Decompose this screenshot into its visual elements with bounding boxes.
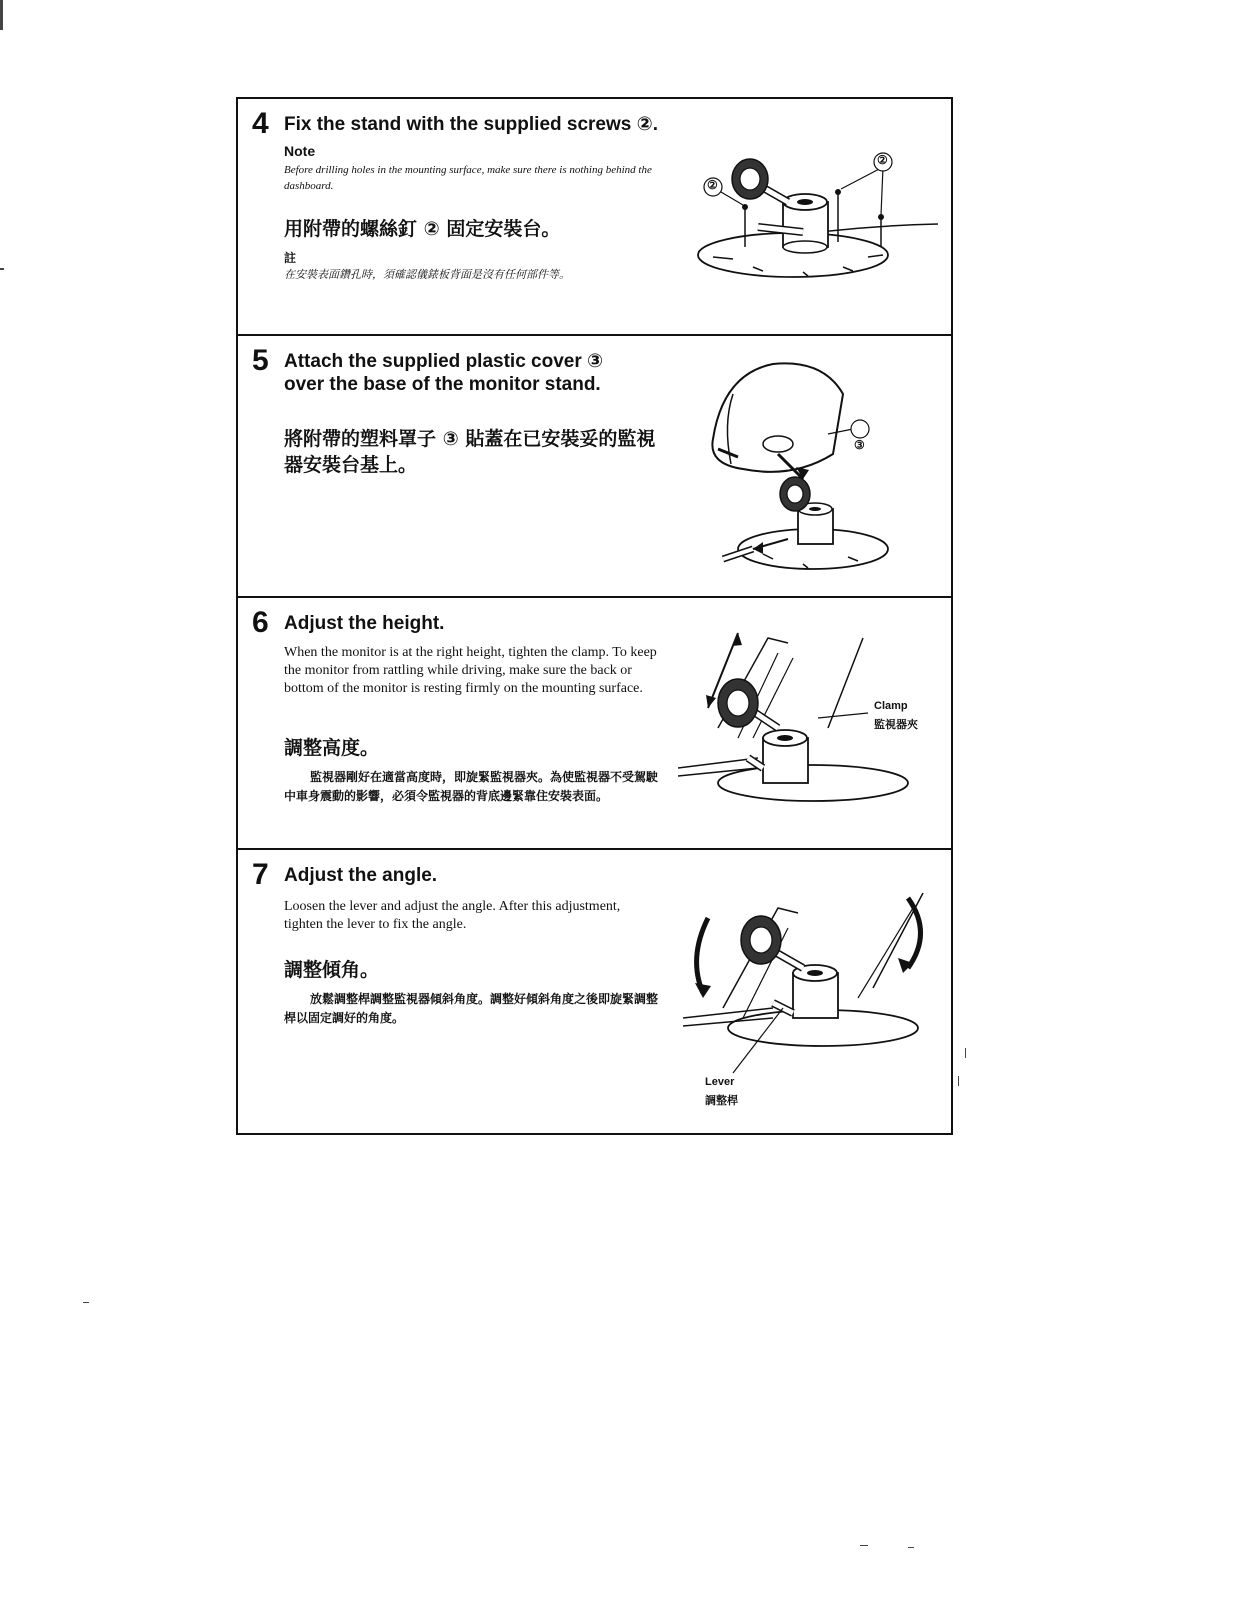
- angle-adjust-figure: [683, 878, 948, 1113]
- step-7: [238, 850, 951, 1133]
- step-6: [238, 598, 951, 850]
- step-body: When the monitor is at the right height, tighten the clamp. To keep the monitor from rattling while driving, make sure the back or bottom of the monitor is resting firmly on the mounting surface.: [284, 645, 657, 696]
- step-title: Adjust the angle.: [284, 865, 438, 886]
- step-number: 7: [252, 858, 269, 891]
- scan-speck: [0, 268, 4, 270]
- scan-speck: [958, 1076, 959, 1086]
- zh-title: 用附帶的螺絲釘 ② 固定安裝台。: [284, 218, 561, 240]
- step-body: Loosen the lever and adjust the angle. After this adjustment, tighten the lever to fix the angle.: [284, 899, 621, 932]
- plastic-cover-figure: [693, 354, 943, 589]
- step-title-line1: Attach the supplied plastic cover ③: [284, 351, 604, 372]
- zh-title: 將附帶的塑料罩子 ③ 貼蓋在已安裝妥的監視器安裝台基上。: [284, 428, 656, 476]
- screw-callout-left: ②: [707, 178, 718, 192]
- step-4: [238, 99, 951, 336]
- instruction-frame: [236, 97, 953, 1135]
- step-number: 4: [252, 107, 269, 140]
- scan-speck: [965, 1048, 966, 1058]
- zh-title: 調整高度。: [284, 737, 380, 759]
- scan-speck: [860, 1545, 868, 1546]
- screw-callout-right: ②: [877, 153, 888, 167]
- step-title-line2: over the base of the monitor stand.: [284, 374, 601, 395]
- scan-speck: [908, 1547, 914, 1548]
- step-number: 6: [252, 606, 269, 639]
- note-label: Note: [284, 143, 316, 159]
- zh-note-text: 在安裝表面鑽孔時，須確認儀錶板背面是沒有任何部件等。: [284, 268, 570, 281]
- scan-speck: [0, 0, 3, 30]
- lever-label-en: Lever: [705, 1076, 735, 1088]
- step-title: Fix the stand with the supplied screws ②.: [284, 114, 658, 135]
- cover-callout: ③: [854, 438, 865, 452]
- lever-label-zh: 調整桿: [705, 1094, 738, 1107]
- height-adjust-figure: [678, 628, 953, 803]
- clamp-label-en: Clamp: [874, 700, 908, 712]
- zh-body: 監視器剛好在適當高度時，即旋緊監視器夾。為使監視器不受駕駛中車身震動的影響，必須令監視器的背底邊緊靠住安裝表面。: [284, 770, 659, 803]
- note-text: Before drilling holes in the mounting surface, make sure there is nothing behind the dashboard.: [284, 164, 652, 192]
- step-title: Adjust the height.: [284, 613, 445, 634]
- clamp-label-zh: 監視器夾: [874, 718, 918, 731]
- zh-body: 放鬆調整桿調整監視器傾斜角度。調整好傾斜角度之後即旋緊調整桿以固定調好的角度。: [284, 992, 659, 1025]
- scan-speck: [83, 1302, 89, 1303]
- zh-note-label: 註: [284, 251, 297, 265]
- step-5: [238, 336, 951, 598]
- zh-title: 調整傾角。: [284, 959, 380, 981]
- step-number: 5: [252, 344, 269, 377]
- stand-screws-figure: [693, 147, 943, 287]
